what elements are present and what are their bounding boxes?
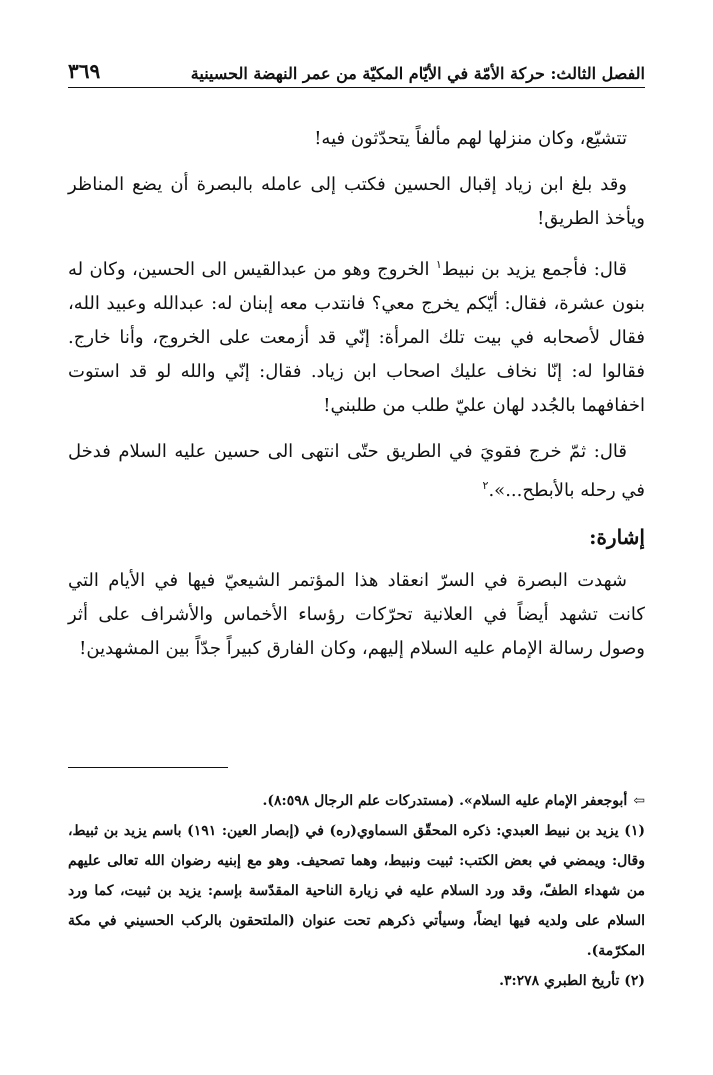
main-text bbox=[68, 122, 645, 678]
footnote-continuation bbox=[68, 786, 645, 816]
paragraph-1: تتشيّع، وكان منزلها لهم مألفاً يتحدّثون فيه! bbox=[314, 128, 627, 149]
continuation-arrow-icon: ⇦ bbox=[633, 793, 645, 809]
chapter-title: الفصل الثالث: حركة الأمّة في الأيّام المكيّة من عمر النهضة الحسينية bbox=[190, 64, 645, 83]
section-heading: إشارة: bbox=[589, 525, 645, 549]
footnotes bbox=[68, 786, 645, 996]
footnote-ref-2: ٢ bbox=[482, 479, 489, 492]
paragraph-4-text: قال: ثمّ خرج فقويَ في الطريق حتّى انتهى الى حسين عليه السلام فدخل في رحله بالأبطح...». bbox=[68, 441, 645, 501]
paragraph-3-start: قال: فأجمع يزيد بن نبيط bbox=[441, 259, 628, 280]
paragraph-3 bbox=[68, 248, 645, 423]
footnote-2: (٢) تأريخ الطبري ٣:٢٧٨. bbox=[499, 973, 645, 989]
paragraph-4 bbox=[68, 435, 645, 508]
page-header bbox=[68, 48, 645, 88]
footnote-ref-1: ١ bbox=[435, 258, 442, 271]
page-number: ٣٦٩ bbox=[68, 59, 101, 83]
paragraph-2: وقد بلغ ابن زياد إقبال الحسين فكتب إلى عامله بالبصرة أن يضع المناظر ويأخذ الطريق! bbox=[68, 174, 645, 229]
footnote-continuation-text: أبوجعفر الإمام عليه السلام». (مستدركات علم الرجال ٨:٥٩٨). bbox=[262, 793, 628, 809]
footnote-1: (١) يزيد بن نبيط العبدي: ذكره المحقّق السماوي(ره) في (إبصار العين: ١٩١) باسم يزيد بن ثبيط، وقال: ويمضي في بعض الكتب: ثبيت ونبيط، وهما تصحيف. وهو مع إبنيه رضوان الله تعالى عليهم من شهداء الطفّ، وقد ورد السلام عليه في زيارة الناحية المقدّسة بإسم: يزيد بن ثبيت، كما ورد السلام على ولديه فيها ايضاً، وسيأتي ذكرهم تحت عنوان (الملتحقون بالركب الحسيني في مكة المكرّمة). bbox=[68, 823, 646, 959]
paragraph-3-rest: الخروج وهو من عبدالقيس الى الحسين، وكان له بنون عشرة، فقال: أيّكم يخرج معي؟ فانتدب معه إبنان له: عبدالله وعبيد الله، فقال لأصحابه في بيت تلك المرأة: إنّي قد أزمعت على الخروج، وأنا خارج. فقالوا له: إنّا نخاف عليك اصحاب ابن زياد. فقال: إنّي والله لو قد استوت اخفافهما بالجُدد لهان عليّ طلب من طلبني! bbox=[68, 259, 645, 416]
footnote-divider bbox=[68, 767, 228, 768]
paragraph-5: شهدت البصرة في السرّ انعقاد هذا المؤتمر الشيعيّ فيها في الأيام التي كانت تشهد أيضاً في العلانية تحرّكات رؤساء الأخماس والأشراف على أثر وصول رسالة الإمام عليه السلام إليهم، وكان الفارق كبيراً جدّاً بين المشهدين! bbox=[68, 570, 645, 659]
